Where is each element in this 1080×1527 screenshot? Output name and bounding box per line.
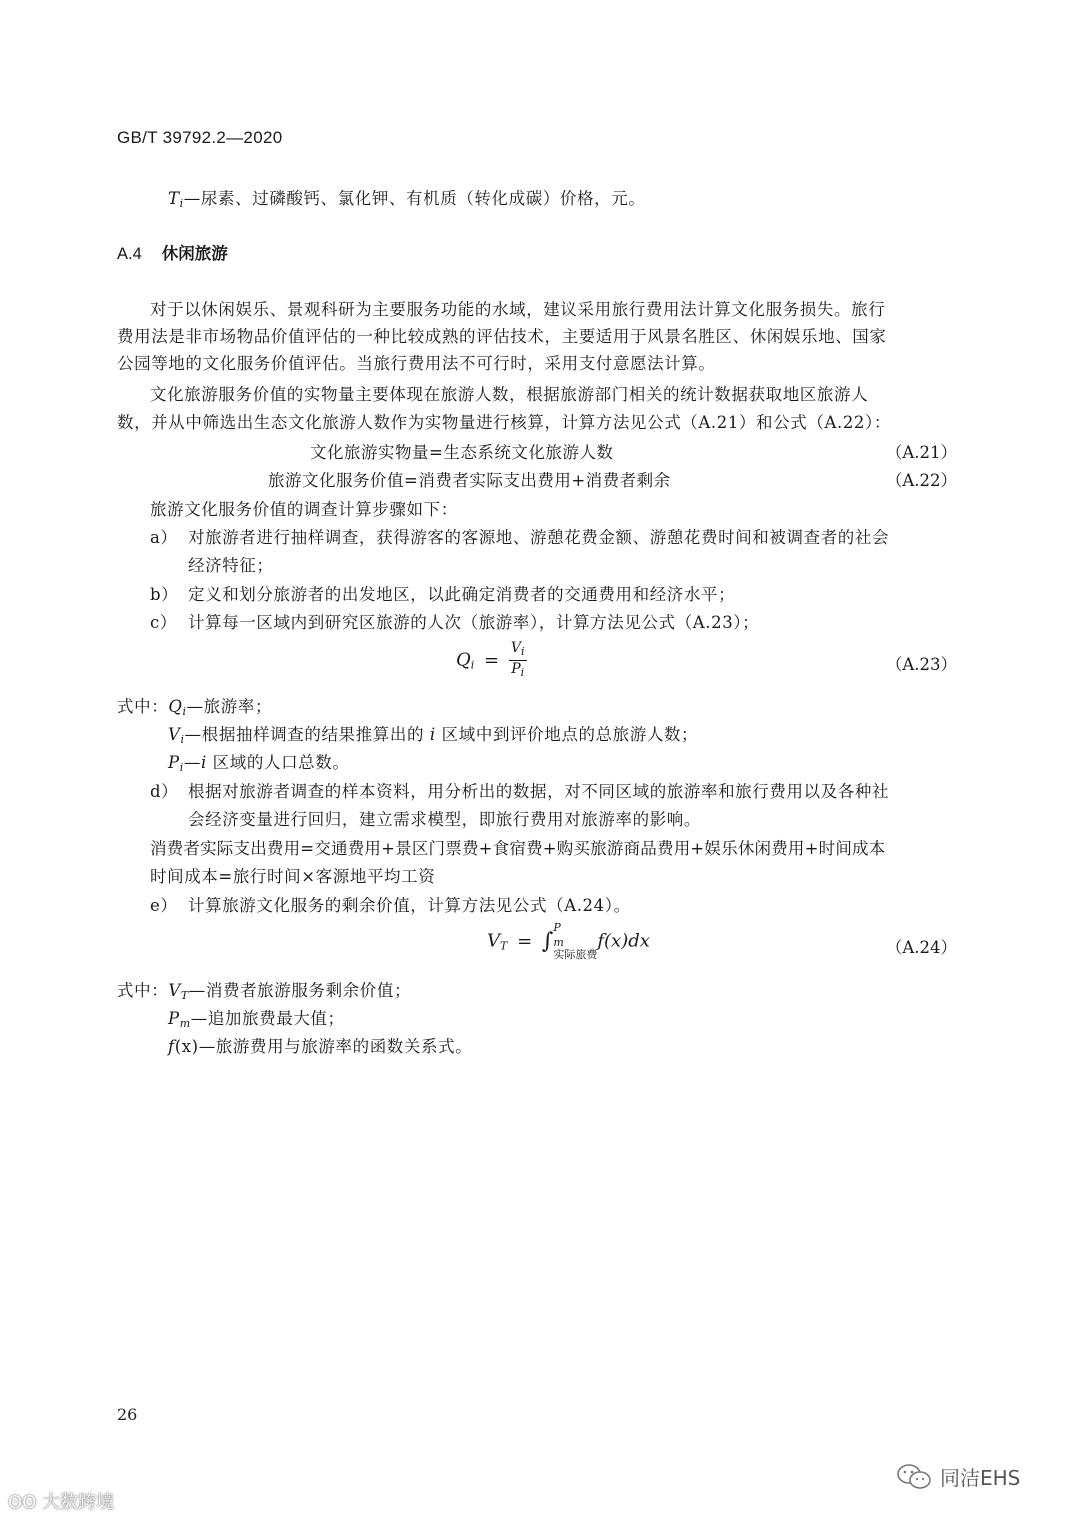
step-a-line1: 对旅游者进行抽样调查，获得游客的客源地、游憩花费金额、游憩花费时间和被调查者的社会	[188, 528, 890, 547]
section-title: 休闲旅游	[161, 245, 228, 263]
para1-line2: 费用法是非市场物品价值评估的一种比较成熟的评估技术，主要适用于风景名胜区、休闲娱乐地、国家	[117, 327, 887, 346]
formula-a23-fraction: $\frac{V_i}{P_i}$	[510, 640, 525, 679]
ti-definition: $T_i—$尿素、过磷酸钙、氯化钾、有机质（转化成碳）价格，元。	[168, 189, 646, 210]
step-b-label: b）	[150, 585, 179, 604]
formula-a24: $V_T$ = ∫ P $_m$ 实际旅费 f(x)dx	[487, 921, 650, 961]
where-a24-p: $P_m—$追加旅费最大值；	[168, 1009, 345, 1030]
step-c-text: 计算每一区域内到研究区旅游的人次（旅游率），计算方法见公式（A.23）；	[188, 613, 760, 632]
wechat-icon	[896, 1463, 932, 1491]
step-e-text: 计算旅游文化服务的剩余价值，计算方法见公式（A.24）。	[188, 896, 631, 915]
where-a24-f: f(x)—旅游费用与旅游率的函数关系式。	[168, 1037, 473, 1056]
where-a23-q: 式中：$Q_i—$旅游率；	[117, 697, 273, 718]
page-number: 26	[117, 1405, 138, 1424]
formula-a21: 文化旅游实物量=生态系统文化旅游人数	[310, 443, 614, 462]
formula-a24-number: （A.24）	[885, 938, 957, 957]
step-c-label: c）	[150, 613, 177, 632]
section-number: A.4	[117, 245, 142, 263]
integral-limits: P $_m$ 实际旅费	[553, 921, 598, 961]
step-e-label: e）	[150, 896, 178, 915]
integral-sign: ∫	[541, 929, 554, 954]
formula-a22-number: （A.22）	[885, 471, 957, 490]
cost-line2: 时间成本=旅行时间×客源地平均工资	[150, 867, 436, 886]
formula-a23-number: （A.23）	[885, 655, 957, 674]
step-d-line1: 根据对旅游者调查的样本资料，用分析出的数据，对不同区域的旅游率和旅行费用以及各种社	[188, 782, 890, 801]
standard-number: GB/T 39792.2—2020	[117, 128, 283, 147]
step-b-text: 定义和划分旅游者的出发地区，以此确定消费者的交通费用和经济水平；	[188, 585, 736, 604]
watermark-left: ʘʘ 大数跨境	[8, 1492, 115, 1513]
steps-intro: 旅游文化服务价值的调查计算步骤如下：	[150, 500, 458, 519]
logo-icon: ʘʘ	[8, 1492, 37, 1513]
step-d-line2: 会经济变量进行回归，建立需求模型，即旅行费用对旅游率的影响。	[188, 810, 701, 829]
para1-line3: 公园等地的文化服务价值评估。当旅行费用法不可行时，采用支付意愿法计算。	[117, 354, 716, 373]
para1-line1: 对于以休闲娱乐、景观科研为主要服务功能的水域，建议采用旅行费用法计算文化服务损失。旅行	[150, 300, 886, 319]
para2-line1: 文化旅游服务价值的实物量主要体现在旅游人数，根据旅游部门相关的统计数据获取地区旅游人	[150, 385, 869, 404]
section-heading	[117, 240, 228, 264]
watermark-right: 同洁EHS	[896, 1462, 1020, 1491]
step-a-label: a）	[150, 528, 178, 547]
para2-line2: 数，并从中筛选出生态文化旅游人数作为实物量进行核算，计算方法见公式（A.21）和公式（A.22）：	[117, 413, 891, 432]
where-a24-v: 式中：$V_T—$消费者旅游服务剩余价值；	[117, 981, 412, 1002]
formula-a21-number: （A.21）	[885, 443, 957, 462]
formula-a22: 旅游文化服务价值=消费者实际支出费用+消费者剩余	[268, 471, 671, 490]
formula-a23: $Q_i$ = $\frac{V_i}{P_i}$	[456, 640, 525, 679]
where-a23-v: $V_i—$根据抽样调查的结果推算出的 i 区域中到评价地点的总旅游人数；	[168, 725, 699, 746]
where-a23-p: $P_i—i$ 区域的人口总数。	[168, 753, 350, 774]
cost-line1: 消费者实际支出费用=交通费用+景区门票费+食宿费+购买旅游商品费用+娱乐休闲费用+时间成本	[150, 839, 886, 858]
step-a-line2: 经济特征；	[188, 556, 274, 575]
step-d-label: d）	[150, 782, 179, 801]
